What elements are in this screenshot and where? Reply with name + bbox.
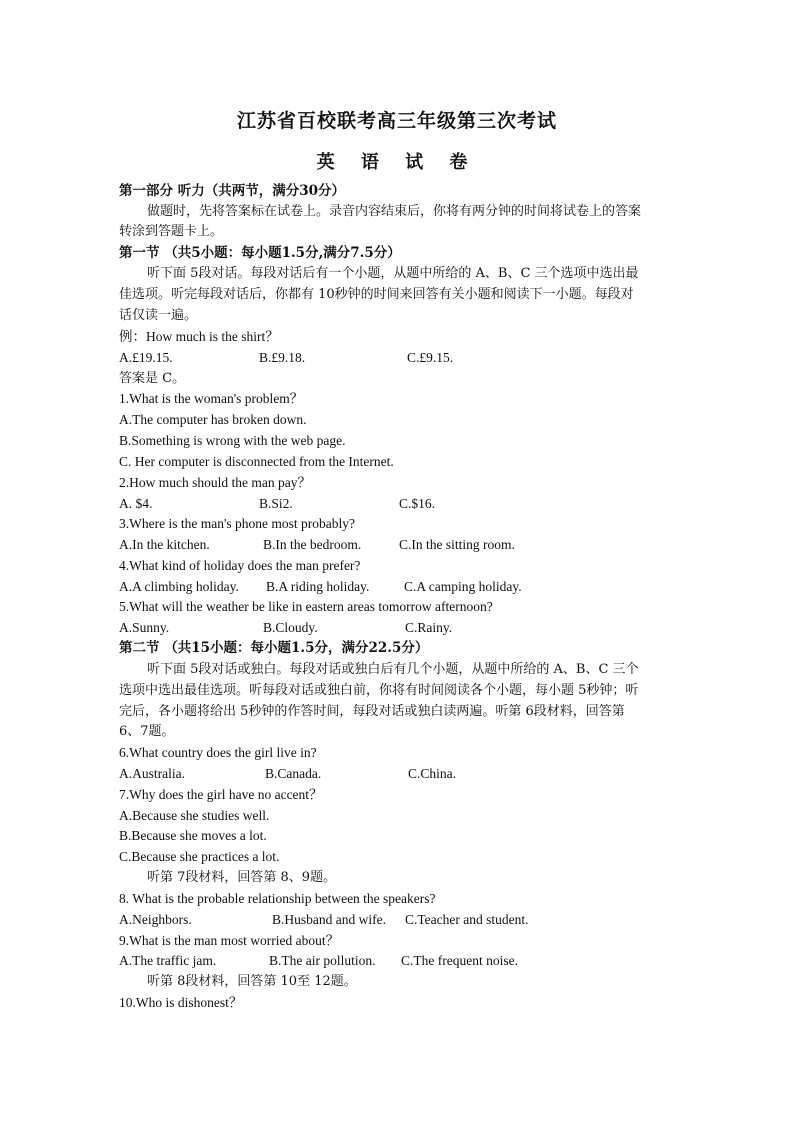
option: B.The air pollution.	[269, 953, 376, 968]
option: C.In the sitting room.	[399, 537, 515, 552]
option: C.$16.	[399, 496, 436, 511]
option: C.The frequent noise.	[401, 953, 518, 968]
material-note: 听第 7段材料，回答第 8、9题。	[147, 870, 337, 885]
material-note: 听第 8段材料，回答第 10至 12题。	[147, 974, 357, 989]
section1-instruction: 听下面 5段对话。每段对话后有一个小题，从题中所给的 A、B、C 三个选项中选出最	[147, 266, 639, 281]
question: 2.How much should the man pay？	[119, 475, 311, 490]
example-question: 例：How much is the shirt？	[119, 329, 279, 344]
section1-heading: 第一节 （共5小题：每小题1.5分,满分7.5分）	[119, 245, 401, 261]
option: C.Teacher and student.	[405, 912, 529, 927]
question: 9.What is the man most worried about？	[119, 933, 340, 948]
option: C.£9.15.	[407, 350, 454, 365]
option: C.Because she practices a lot.	[119, 849, 280, 864]
page-subtitle: 英 语 试 卷	[316, 152, 478, 173]
option: B.Something is wrong with the web page.	[119, 433, 346, 448]
part1-instruction: 做题时，先将答案标在试卷上。录音内容结束后，你将有两分钟的时间将试卷上的答案	[147, 204, 642, 219]
option: A.Australia.	[119, 766, 185, 781]
question: 7.Why does the girl have no accent？	[119, 787, 323, 802]
option: A.The computer has broken down.	[119, 412, 307, 427]
option: B.Because she moves a lot.	[119, 828, 267, 843]
question: 1.What is the woman's problem？	[119, 391, 304, 406]
section2-instruction: 完后，各小题将给出 5秒钟的作答时间，每段对话或独白读两遍。听第 6段材料，回答第	[119, 704, 625, 719]
question: 5.What will the weather be like in eastern areas tomorrow afternoon?	[119, 599, 493, 614]
page-title: 江苏省百校联考高三年级第三次考试	[236, 110, 557, 132]
section1-instruction: 佳选项。听完每段对话后，你都有 10秒钟的时间来回答有关小题和阅读下一小题。每段对	[119, 287, 634, 302]
section2-heading: 第二节 （共15小题：每小题1.5分，满分22.5分）	[119, 640, 429, 656]
part1-heading: 第一部分 听力（共两节，满分30分）	[119, 183, 345, 199]
option: B.In the bedroom.	[263, 537, 362, 552]
option: A.The traffic jam.	[119, 953, 217, 968]
option: B.Canada.	[265, 766, 322, 781]
option: C.Rainy.	[405, 620, 453, 635]
option: C. Her computer is disconnected from the Internet.	[119, 454, 394, 469]
option: C.A camping holiday.	[404, 579, 522, 594]
option: B.A riding holiday.	[266, 579, 370, 594]
section2-instruction: 听下面 5段对话或独白。每段对话或独白后有几个小题，从题中所给的 A、B、C 三个	[147, 662, 639, 677]
option: A.Neighbors.	[119, 912, 192, 927]
option: B.Husband and wife.	[272, 912, 386, 927]
part1-instruction: 转涂到答题卡上。	[119, 224, 224, 239]
question: 3.Where is the man's phone most probably?	[119, 516, 355, 531]
option: A.£19.15.	[119, 350, 173, 365]
option: C.China.	[408, 766, 457, 781]
question: 10.Who is dishonest？	[119, 995, 243, 1010]
question: 6.What country does the girl live in?	[119, 745, 317, 760]
question: 8. What is the probable relationship between the speakers?	[119, 891, 436, 906]
section1-instruction: 话仅读一遍。	[119, 308, 198, 323]
section2-instruction: 选项中选出最佳选项。听每段对话或独白前，你将有时间阅读各个小题，每小题 5秒钟；听	[119, 683, 639, 698]
option: A.Sunny.	[119, 620, 170, 635]
question: 4.What kind of holiday does the man prefer?	[119, 558, 361, 573]
option: A.Because she studies well.	[119, 808, 270, 823]
option: A.In the kitchen.	[119, 537, 210, 552]
option: B.Cloudy.	[263, 620, 318, 635]
section2-instruction: 6、7题。	[119, 724, 175, 739]
example-answer: 答案是 C。	[119, 371, 186, 386]
option: A.A climbing holiday.	[119, 579, 239, 594]
option: B.£9.18.	[259, 350, 306, 365]
option: A. $4.	[119, 496, 153, 511]
option: B.Si2.	[259, 496, 293, 511]
